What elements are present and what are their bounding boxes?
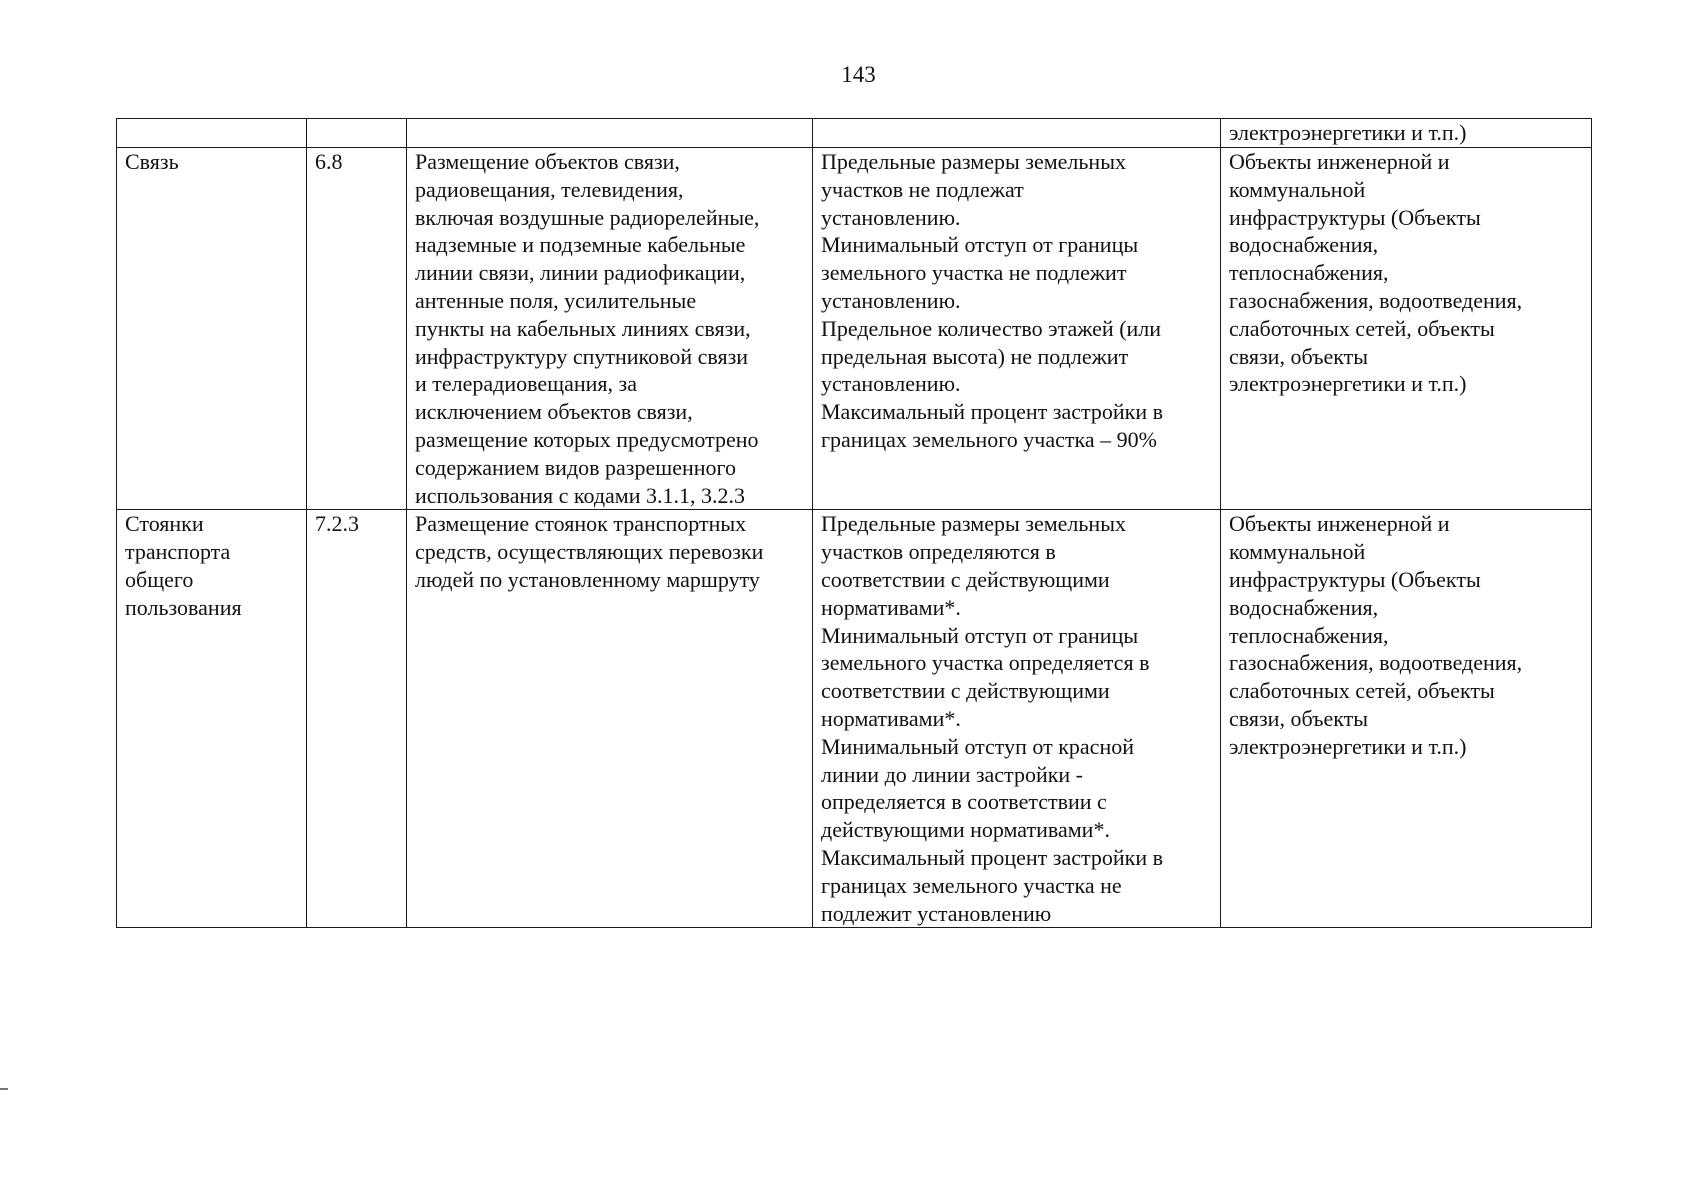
cell-line: Размещение стоянок транспортных (415, 511, 747, 537)
cell-line: соответствии с действующими (821, 566, 1110, 592)
use-name-cell (117, 510, 307, 928)
cell-line: Объекты инженерной и (1229, 149, 1450, 174)
cell-line: предельная высота) не подлежит (821, 343, 1129, 369)
margin-mark (0, 1088, 8, 1090)
cell-line: пользования (125, 594, 242, 620)
cell-line: средств, осуществляющих перевозки (415, 539, 764, 565)
cell-line: надземные и подземные кабельные (415, 232, 746, 258)
cell-line: общего (125, 566, 194, 592)
cell-line: электроэнергетики и т.п.) (1229, 733, 1467, 759)
cell-line: нормативами*. (821, 594, 961, 620)
use-description-cell (407, 510, 813, 928)
table-cell (813, 119, 1221, 148)
use-name-cell (117, 148, 307, 510)
cell-line: Минимальный отступ от красной (821, 733, 1134, 759)
cell-line: соответствии с действующими (821, 678, 1110, 704)
cell-line: действующими нормативами*. (821, 817, 1110, 843)
cell-line: связи, объекты (1229, 343, 1369, 369)
cell-line: Предельные размеры земельных (821, 511, 1126, 537)
cell-line: Связь (125, 149, 179, 174)
use-parameters-cell (813, 148, 1221, 510)
use-description-cell (407, 148, 813, 510)
cell-line: теплоснабжения, (1229, 622, 1389, 648)
cell-line: инфраструктуры (Объекты (1229, 204, 1481, 230)
cell-line: нормативами*. (821, 705, 961, 731)
cell-line: линии связи, линии радиофикации, (415, 260, 746, 286)
cell-line: антенные поля, усилительные (415, 287, 697, 313)
cell-line: Размещение объектов связи, (415, 149, 680, 174)
cell-line: Максимальный процент застройки в (821, 399, 1163, 425)
cell-line: электроэнергетики и т.п.) (1229, 371, 1467, 397)
cell-line: инфраструктуру спутниковой связи (415, 343, 749, 369)
table-row (117, 148, 1592, 510)
cell-line: размещение которых предусмотрено (415, 426, 759, 452)
cell-line: использования с кодами 3.1.1, 3.2.3 (415, 482, 745, 508)
continuation-row (117, 119, 1592, 148)
cell-line: Объекты инженерной и (1229, 511, 1450, 537)
table-row (117, 510, 1592, 928)
cell-line: определяется в соответствии с (821, 789, 1107, 815)
cell-line: коммунальной (1229, 539, 1366, 565)
cell-line: установлению. (821, 371, 961, 397)
cell-line: водоснабжения, (1229, 232, 1379, 258)
cell-line: участков не подлежат (821, 176, 1024, 202)
cell-line: Предельное количество этажей (или (821, 315, 1162, 341)
cell-line: слаботочных сетей, объекты (1229, 315, 1495, 341)
use-parameters-cell (813, 510, 1221, 928)
cell-line: людей по установленному маршруту (415, 566, 760, 592)
cell-text: 7.2.3 (315, 511, 359, 537)
table-cell (407, 119, 813, 148)
cell-line: границах земельного участка – 90% (821, 426, 1157, 452)
cell-line: пункты на кабельных линиях связи, (415, 315, 751, 341)
table-body (117, 119, 1592, 928)
cell-line: линии до линии застройки - (821, 761, 1084, 787)
cell-line: содержанием видов разрешенного (415, 454, 736, 480)
cell-line: Стоянки (125, 511, 204, 537)
cell-line: Минимальный отступ от границы (821, 232, 1139, 258)
cell-line: установлению. (821, 287, 961, 313)
cell-text: 6.8 (315, 149, 343, 174)
cell-line: водоснабжения, (1229, 594, 1379, 620)
cell-line: Предельные размеры земельных (821, 149, 1126, 174)
cell-line: земельного участка не подлежит (821, 260, 1127, 286)
cell-line: исключением объектов связи, (415, 399, 693, 425)
cell-line: подлежит установлению (821, 900, 1052, 926)
cell-line: слаботочных сетей, объекты (1229, 678, 1495, 704)
use-code-cell (307, 510, 407, 928)
cell-line: радиовещания, телевидения, (415, 176, 684, 202)
cell-line: теплоснабжения, (1229, 260, 1389, 286)
cell-line: коммунальной (1229, 176, 1366, 202)
auxiliary-objects-cell (1221, 148, 1592, 510)
cell-line: инфраструктуры (Объекты (1229, 566, 1481, 592)
cell-line: границах земельного участка не (821, 872, 1122, 898)
cell-line: газоснабжения, водоотведения, (1229, 650, 1523, 676)
page-number: 143 (841, 62, 876, 87)
cell-line: транспорта (125, 539, 231, 565)
use-code-cell (307, 148, 407, 510)
cell-line: связи, объекты (1229, 705, 1369, 731)
table-cell: электроэнергетики и т.п.) (1221, 119, 1592, 148)
table-cell (117, 119, 307, 148)
cell-line: Максимальный процент застройки в (821, 844, 1163, 870)
table-cell (307, 119, 407, 148)
cell-line: Минимальный отступ от границы (821, 622, 1139, 648)
auxiliary-objects-cell (1221, 510, 1592, 928)
cell-line: земельного участка определяется в (821, 650, 1150, 676)
cell-line: участков определяются в (821, 539, 1056, 565)
cell-line: и телерадиовещания, за (415, 371, 637, 397)
regulations-table (116, 118, 1592, 928)
cell-line: включая воздушные радиорелейные, (415, 204, 760, 230)
cell-line: газоснабжения, водоотведения, (1229, 287, 1523, 313)
cell-line: установлению. (821, 204, 961, 230)
